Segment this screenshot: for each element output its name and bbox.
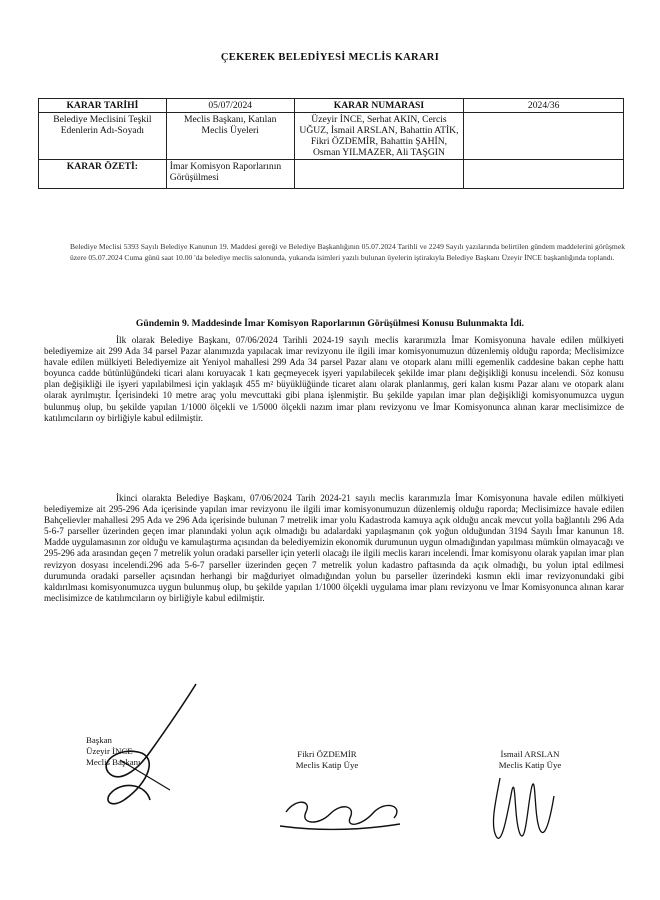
decision-number-label: KARAR NUMARASI [294,99,464,113]
paragraph-second-item [44,493,624,604]
secretary-1-name: Fikri ÖZDEMİR [297,749,357,759]
chairman-title: Başkan [86,735,112,745]
agenda-title: Gündemin 9. Maddesinde İmar Komisyon Raporlarının Görüşülmesi Konusu Bulunmakta İdi. [135,318,525,329]
decision-date-label: KARAR TARİHİ [39,99,167,113]
decision-number-value: 2024/36 [464,99,624,113]
decision-info-table [38,98,624,189]
council-member-names: Üzeyir İNCE, Serhat AKIN, Cercis UĞUZ, İsmail ARSLAN, Bahattin ATİK, Fikri ÖZDEMİR, Bahattin ŞAHİN, Osman YILMAZER, Ali TAŞGIN [294,113,464,160]
chairman-name: Üzeyir İNCE [86,746,133,756]
signature-block-chairman [86,735,140,768]
secretary-1-role: Meclis Katip Üye [295,760,359,770]
meeting-statement: Belediye Meclisi 5393 Sayılı Belediye Kanunun 19. Maddesi gereği ve Belediye Başkanlığının 05.07.2024 Tarihli ve 2249 Sayılı yazılarında belirtilen gündem maddelerini görüşmek üzere 05.07.2024 Cuma günü saat 10.00 'da belediye meclis salonunda, yukarıda isimleri yazılı bulunan üyelerin iştirakıyla Belediye Başkanı Üzeyir İNCE başkanlığında toplandı. [70,242,625,262]
council-roles: Meclis Başkanı, Katılan Meclis Üyeleri [166,113,294,160]
empty-cell [294,160,464,189]
document-title: ÇEKEREK BELEDİYESİ MECLİS KARARI [220,52,440,63]
decision-summary-value: İmar Komisyon Raporlarının Görüşülmesi [166,160,294,189]
secretary-2-name: İsmail ARSLAN [500,749,560,759]
signature-block-secretary-2 [470,749,590,771]
empty-cell [464,160,624,189]
decision-date-value: 05/07/2024 [166,99,294,113]
council-members-label: Belediye Meclisini Teşkil Edenlerin Adı-Soyadı [39,113,167,160]
paragraph-first-text: İlk olarak Belediye Başkanı, 07/06/2024 Tarihli 2024-19 sayılı meclis kararımızla İmar Komisyonuna havale edilen mülkiyeti belediyemize ait 299 Ada 34 parsel Pazar alanımızda yapılacak imar revizyonu ile ilgili imar komisyonumuzun düzenlemiş olduğu raporda; Meclisimizce havale edilen mülkiyeti Belediyemize ait Yeniyol mahallesi 299 Ada 34 parsel Pazar alanı ve otopark alanı milli egemenlik caddesine bakan cephe hattı boyunca cadde bütünlüğündeki ticari alanı koruyacak 1 katı geçmeyecek işyeri yapılabilecek şekilde imar planı değişikliği konusu incelendi. Söz konusu plan değişikliği ile işyeri yapılabilmesi için yaklaşık 455 m² büyüklüğünde ticaret alanı olarak planlanmış, geri kalan kısmı Pazar alanı ve otopark alanı olarak ayrılmıştır. İçerisindeki 10 metre araç yolu mevcuttaki gibi plana işlenmiştir. Bu şekilde yapılan imar plan değişikliği komisyonumuzca uygun bulunmuş olup, bu şekilde yapılan 1/1000 ölçekli ve 1/5000 ölçekli nazım imar planı revizyonu ve İmar Komisyonunca alınan karar meclisimizce de katılımcıların oy birliğiyle kabul edilmiştir. [44,335,624,423]
paragraph-first-item [44,335,624,424]
chairman-role: Meclis Başkanı [86,757,141,767]
signature-block-secretary-1 [262,749,392,771]
paragraph-second-text: İkinci olarakta Belediye Başkanı, 07/06/2024 Tarih 2024-21 sayılı meclis kararımızla İmar Komisyonuna havale edilen mülkiyeti belediyemize ait 295-296 Ada içerisinde yapılan imar revizyonu ile ilgili imar komisyonumuzun düzenlemiş olduğu raporda; Meclisimizce havale edilen Bahçelievler mahallesi 295 Ada ve 296 Ada içerisinde bulunan 7 metrelik imar yolu Kadastroda kamuya açık olduğu ancak mevcut yolla bağlantılı 296 Ada 5-6-7 parseller üzerinden geçen imar planındaki yolun açık olmadığı bu adalardaki yapılaşmanın çok yoğun olduğundan 3194 Sayılı İmar kanunun 18. Madde uygulamasının zor olduğu ve kamulaştırma açısından da belediyemizin ekonomik durumunun uygun olmadığından yapılması mümkün olmayacağı ve 295-296 ada arasından geçen 7 metrelik yolun oradaki parseller için yeterli olacağı ile ilgili meclis kararı incelendi. İmar komisyonu olarak yapılan imar plan revizyon dosyası incelendi.296 ada 5-6-7 parseller üzerinden geçen 7 metrelik yolun kadastro paftasında da açık olmadığı, bu yolun iptal edilmesi durumunda oradaki parseller açısından herhangi bir mağduriyet olmadığından yolun bu parseller üzerindeki kısmın ekli imar revizyonundaki gibi kaldırılması komisyonumuzca uygun bulunmuş olup, bu şekilde yapılan 1/1000 ölçekli uygulama imar planı revizyonu ve İmar Komisyonunca alınan karar meclisimizce de katılımcıların oy birliğiyle kabul edilmiştir. [44,493,624,603]
secretary-2-role: Meclis Katip Üye [498,760,562,770]
secretary-2-signature [493,778,554,838]
empty-cell [464,113,624,160]
decision-summary-label: KARAR ÖZETİ: [39,160,167,189]
secretary-1-signature [280,802,400,829]
